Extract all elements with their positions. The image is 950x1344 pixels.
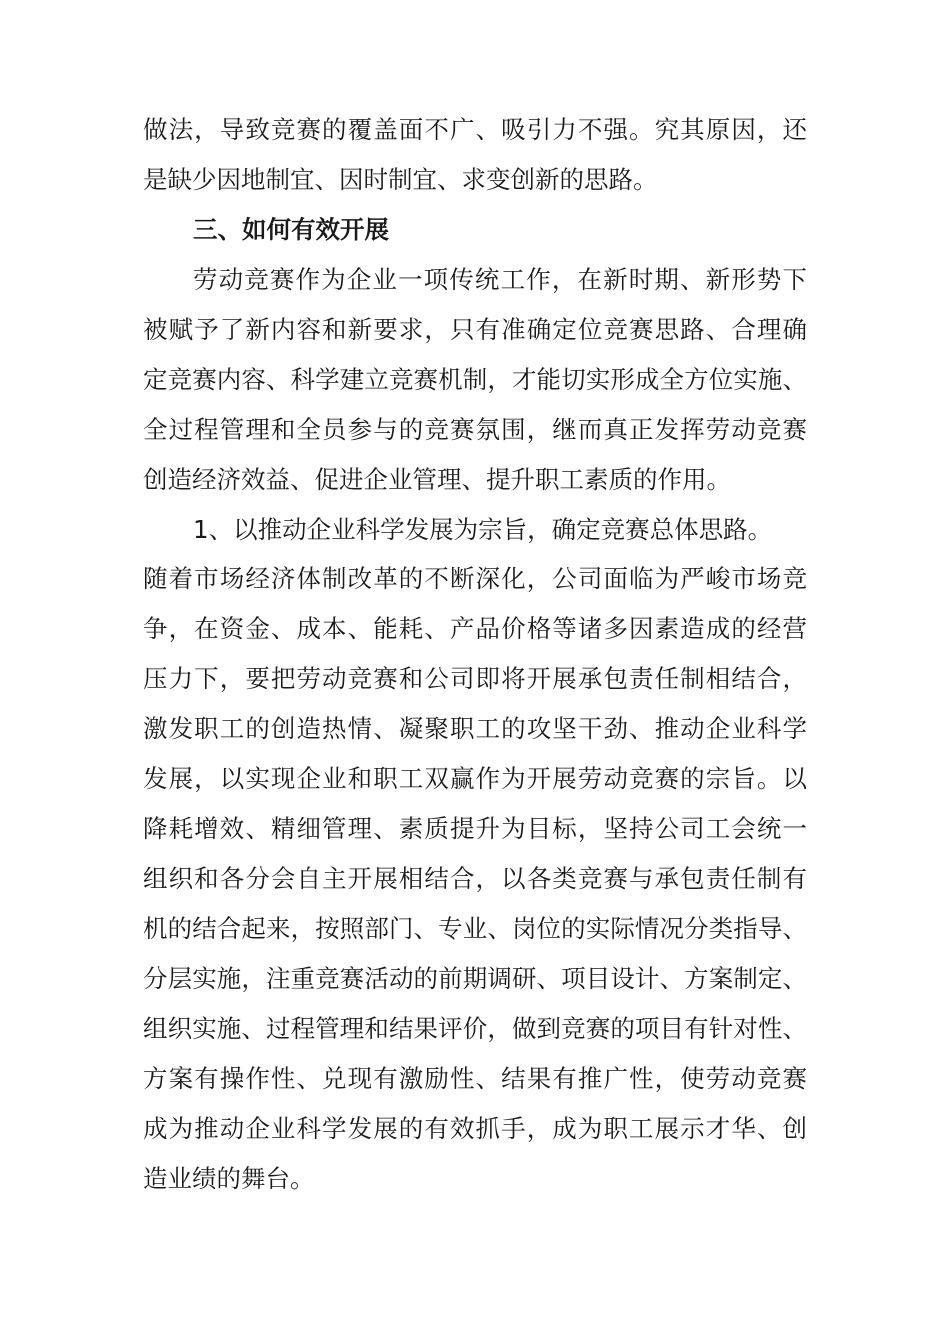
body-text-line: 全过程管理和全员参与的竞赛氛围，继而真正发挥劳动竞赛 <box>143 415 807 444</box>
body-text-line: 被赋予了新内容和新要求，只有准确定位竞赛思路、合理确 <box>143 315 807 344</box>
body-text-line: 压力下，要把劳动竞赛和公司即将开展承包责任制相结合， <box>143 664 807 693</box>
body-text-line: 争，在资金、成本、能耗、产品价格等诸多因素造成的经营 <box>143 614 807 643</box>
subsection-heading: 1、以推动企业科学发展为宗旨，确定竞赛总体思路。 <box>193 515 773 544</box>
paragraph-first-line: 劳动竞赛作为企业一项传统工作，在新时期、新形势下 <box>193 265 807 294</box>
body-text-line: 激发职工的创造热情、凝聚职工的攻坚干劲、推动企业科学 <box>143 714 807 743</box>
body-text-line: 做法，导致竞赛的覆盖面不广、吸引力不强。究其原因，还 <box>143 115 807 144</box>
body-text-line: 发展，以实现企业和职工双赢作为开展劳动竞赛的宗旨。以 <box>143 764 807 793</box>
body-text-line: 降耗增效、精细管理、素质提升为目标，坚持公司工会统一 <box>143 814 807 843</box>
body-text-line: 定竞赛内容、科学建立竞赛机制，才能切实形成全方位实施、 <box>143 365 807 394</box>
body-text-line: 组织和各分会自主开展相结合，以各类竞赛与承包责任制有 <box>143 864 807 893</box>
body-text-line: 是缺少因地制宜、因时制宜、求变创新的思路。 <box>143 165 658 194</box>
body-text-line: 方案有操作性、兑现有激励性、结果有推广性，使劳动竞赛 <box>143 1064 807 1093</box>
body-text-line: 创造经济效益、促进企业管理、提升职工素质的作用。 <box>143 465 731 494</box>
body-text-line: 随着市场经济体制改革的不断深化，公司面临为严峻市场竞 <box>143 564 807 593</box>
body-text-line: 造业绩的舞台。 <box>143 1164 315 1193</box>
body-text-line: 机的结合起来，按照部门、专业、岗位的实际情况分类指导、 <box>143 914 807 943</box>
body-text-line: 成为推动企业科学发展的有效抓手，成为职工展示才华、创 <box>143 1114 807 1143</box>
section-heading: 三、如何有效开展 <box>193 215 389 244</box>
body-text-line: 组织实施、过程管理和结果评价，做到竞赛的项目有针对性、 <box>143 1014 807 1043</box>
body-text-line: 分层实施，注重竞赛活动的前期调研、项目设计、方案制定、 <box>143 964 807 993</box>
